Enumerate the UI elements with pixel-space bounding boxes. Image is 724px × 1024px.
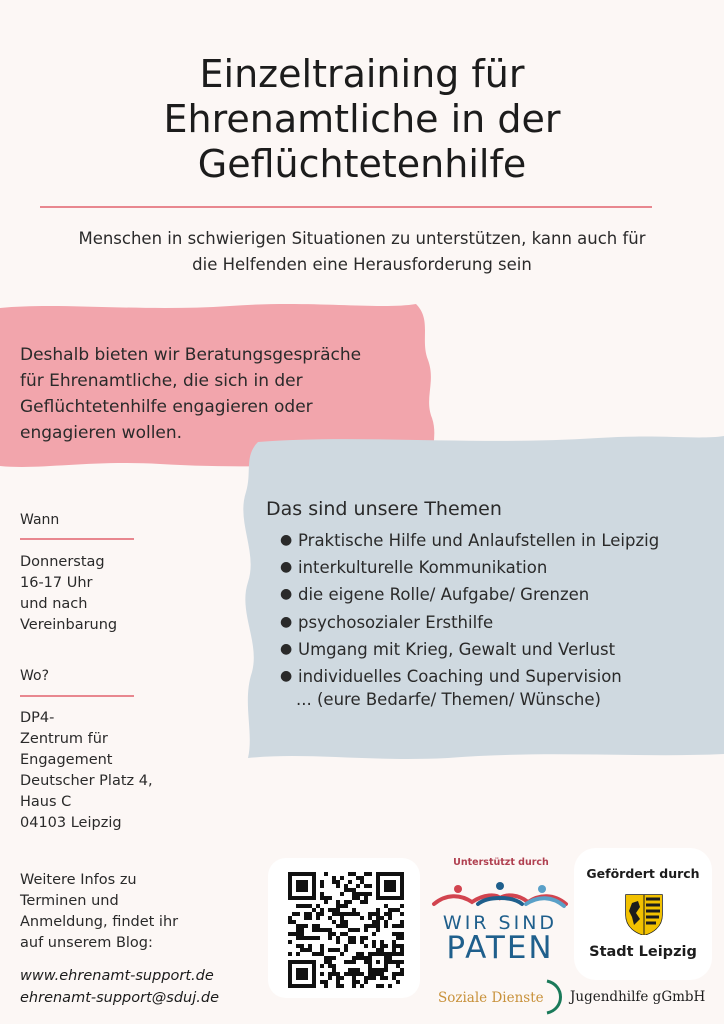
bullet-icon: ●: [280, 667, 293, 684]
info-line: Terminen und: [20, 893, 119, 909]
when-line: und nach: [20, 596, 88, 612]
intro-line: für Ehrenamtliche, die sich in der: [20, 371, 303, 391]
where-line: 04103 Leipzig: [20, 815, 122, 831]
subtitle-line: Menschen in schwierigen Situationen zu unterstützen, kann auch für: [78, 229, 646, 248]
bullet-icon: ●: [280, 640, 293, 657]
intro-line: engagieren wollen.: [20, 423, 183, 443]
theme-text: individuelles Coaching und Supervision: [298, 666, 622, 686]
list-item: [278, 636, 718, 663]
paten-logo-line-1: WIR SIND: [442, 912, 558, 934]
where-line: Haus C: [20, 794, 72, 810]
funder-name: Stadt Leipzig: [589, 944, 697, 960]
subtitle-line: die Helfenden eine Herausforderung sein: [192, 255, 532, 274]
list-item: [278, 609, 718, 636]
list-item: [278, 581, 718, 608]
title-line: Ehrenamtliche in der: [163, 97, 561, 141]
themes-note: ... (eure Bedarfe/ Themen/ Wünsche): [296, 690, 601, 709]
org-name-jugendhilfe: Jugendhilfe gGmbH: [570, 989, 706, 1005]
theme-text: die eigene Rolle/ Aufgabe/ Grenzen: [298, 585, 590, 605]
info-text: [20, 870, 250, 954]
when-label: Wann: [20, 512, 60, 528]
bullet-icon: ●: [280, 559, 293, 576]
where-details: [20, 708, 153, 834]
when-line: Donnerstag: [20, 554, 105, 570]
where-label: Wo?: [20, 668, 50, 684]
org-logo-arc-icon: [543, 979, 567, 1015]
info-line: Weitere Infos zu: [20, 872, 137, 888]
contact-links: [20, 965, 219, 1009]
theme-text: Umgang mit Krieg, Gewalt und Verlust: [298, 639, 616, 659]
bullet-icon: ●: [280, 613, 293, 630]
list-item: [278, 554, 718, 581]
intro-text: [20, 342, 400, 446]
title-line: Geflüchtetenhilfe: [197, 142, 527, 186]
title-line: Einzeltraining für: [199, 52, 525, 96]
supported-by-label: Unterstützt durch: [453, 857, 549, 868]
bullet-icon: ●: [280, 532, 293, 548]
org-name-soziale-dienste: Soziale Dienste: [438, 990, 544, 1006]
themes-list: [278, 527, 718, 690]
where-line: DP4-: [20, 710, 55, 726]
when-divider: [20, 538, 134, 540]
page-title: [60, 52, 664, 187]
info-line: Anmeldung, findet ihr: [20, 914, 179, 930]
theme-text: Praktische Hilfe und Anlaufstellen in Leipzig: [298, 531, 660, 550]
intro-line: Geflüchtetenhilfe engagieren oder: [20, 397, 313, 417]
list-item: [278, 663, 718, 690]
when-line: Vereinbarung: [20, 617, 118, 633]
when-details: [20, 552, 117, 636]
list-item: [278, 527, 718, 554]
themes-heading: Das sind unsere Themen: [266, 498, 502, 520]
theme-text: psychosozialer Ersthilfe: [298, 612, 494, 632]
leipzig-crest-icon: [624, 893, 664, 935]
website-link[interactable]: www.ehrenamt-support.de: [20, 968, 214, 984]
theme-text: interkulturelle Kommunikation: [298, 558, 548, 578]
bullet-icon: ●: [280, 586, 293, 603]
qr-code-icon[interactable]: [288, 872, 404, 988]
where-line: Deutscher Platz 4,: [20, 773, 153, 789]
where-line: Zentrum für: [20, 731, 108, 747]
subtitle: [30, 226, 694, 278]
intro-line: Deshalb bieten wir Beratungsgespräche: [20, 345, 362, 365]
when-line: 16-17 Uhr: [20, 575, 93, 591]
info-line: auf unserem Blog:: [20, 935, 153, 951]
funded-by-label: Gefördert durch: [586, 866, 700, 881]
where-divider: [20, 695, 134, 697]
paten-logo-line-2: PATEN: [446, 930, 554, 966]
title-divider: [40, 206, 652, 208]
where-line: Engagement: [20, 752, 113, 768]
email-link[interactable]: ehrenamt-support@sduj.de: [20, 990, 219, 1006]
